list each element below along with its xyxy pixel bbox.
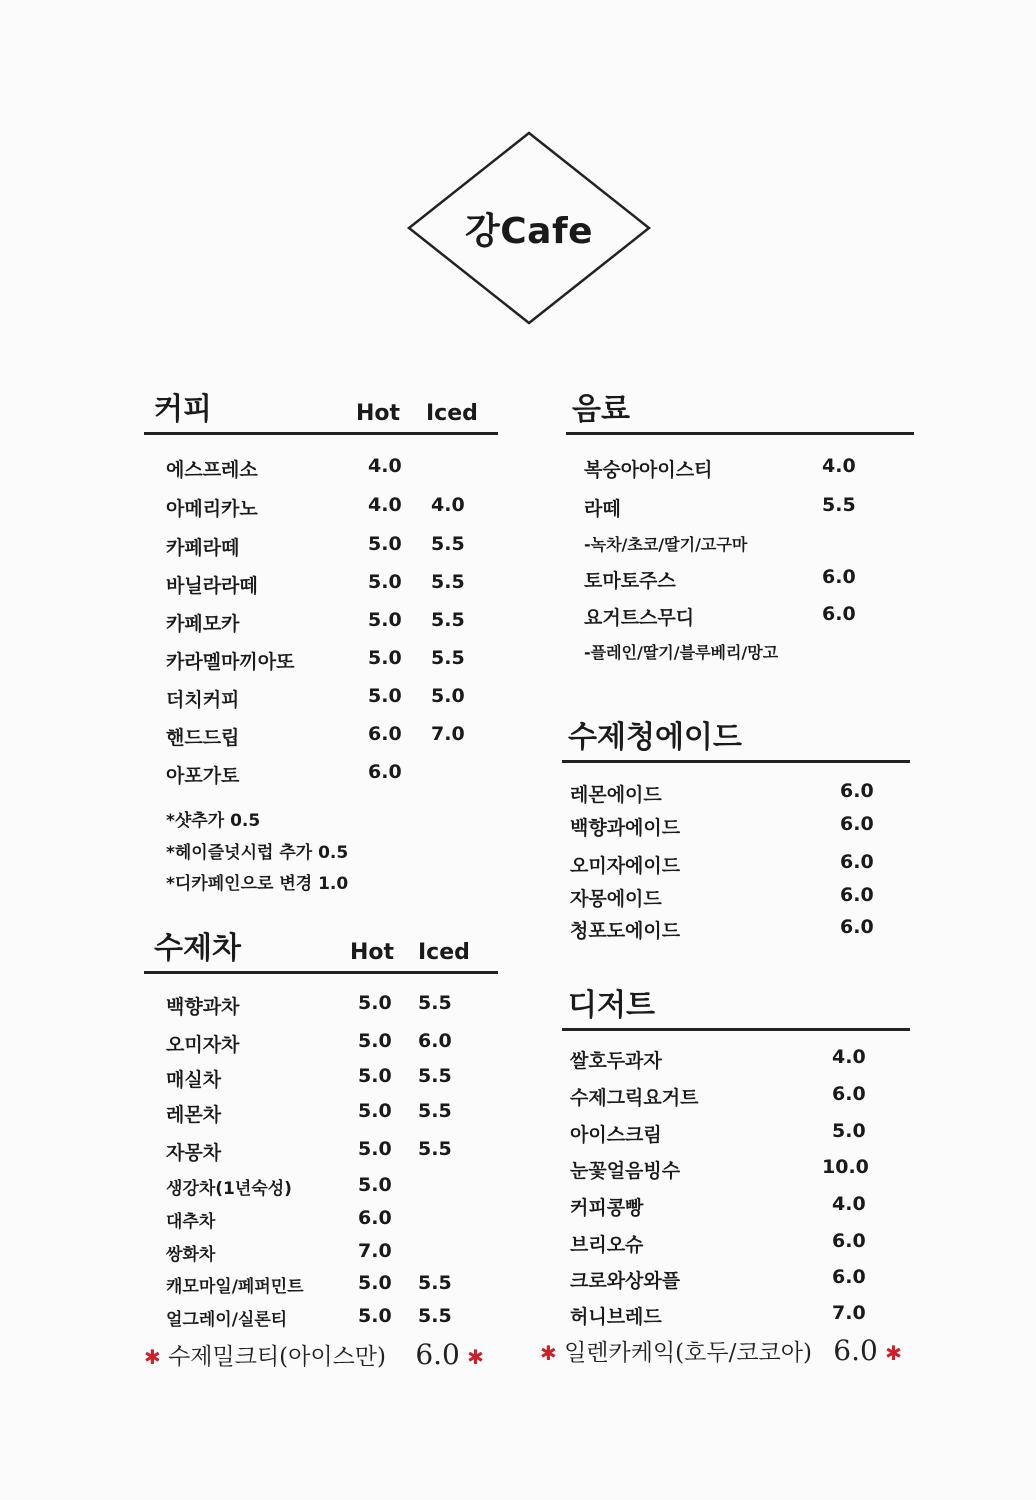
beverage-menu-item: [584, 640, 914, 666]
ade-menu-item: [570, 851, 900, 877]
beverage-menu-item: [584, 603, 914, 629]
dessert-special-item: [540, 1334, 902, 1367]
coffee-item-name: 바닐라라떼: [166, 575, 258, 597]
beverage-menu-item: [584, 494, 914, 520]
coffee-title: 커피: [154, 392, 212, 427]
dessert-price: 10.0: [822, 1156, 869, 1178]
coffee-item-name: 카페모카: [166, 613, 240, 635]
coffee-menu-item: [166, 761, 496, 787]
dessert-menu-item: [570, 1156, 900, 1182]
dessert-menu-item: [570, 1302, 900, 1328]
coffee-iced-price: 5.5: [431, 647, 465, 669]
dessert-menu-item: [570, 1230, 900, 1256]
dessert-price: 5.0: [832, 1120, 866, 1142]
beverage-menu-item: [584, 566, 914, 592]
tea-item-name: 생강차(1년숙성): [166, 1179, 292, 1199]
cafe-name: 강Cafe: [464, 210, 594, 252]
tea-special-price: 6.0: [415, 1338, 460, 1371]
tea-special-item: [144, 1338, 484, 1371]
tea-hot-price: 5.0: [358, 1065, 392, 1087]
coffee-hot-price: 6.0: [368, 761, 402, 783]
tea-hot-price: 5.0: [358, 1100, 392, 1122]
ade-price: 6.0: [840, 851, 874, 873]
coffee-menu-item: [166, 455, 496, 481]
coffee-iced-header: Iced: [426, 401, 478, 426]
ade-price: 6.0: [840, 813, 874, 835]
beverage-item-name: 복숭아아이스티: [584, 459, 713, 481]
coffee-item-name: 핸드드립: [166, 727, 240, 749]
tea-iced-price: 5.5: [418, 1305, 452, 1327]
tea-item-name: 대추차: [166, 1212, 216, 1232]
coffee-iced-price: 5.5: [431, 571, 465, 593]
tea-hot-price: 5.0: [358, 992, 392, 1014]
coffee-menu-item: [166, 609, 496, 635]
ade-price: 6.0: [840, 780, 874, 802]
tea-item-name: 매실차: [166, 1069, 222, 1091]
dessert-item-name: 쌀호두과자: [570, 1050, 662, 1072]
coffee-menu-item: [166, 533, 496, 559]
tea-hot-price: 5.0: [358, 1305, 392, 1327]
dessert-menu-item: [570, 1083, 900, 1109]
tea-menu-item: [166, 1305, 496, 1331]
coffee-section: [144, 388, 498, 435]
tea-menu-item: [166, 1207, 496, 1233]
tea-section: [144, 927, 498, 974]
star-icon: ✱: [144, 1345, 161, 1369]
beverage-title: 음료: [572, 392, 630, 427]
tea-hot-price: 5.0: [358, 1138, 392, 1160]
tea-hot-header: Hot: [350, 940, 395, 965]
coffee-hot-price: 5.0: [368, 647, 402, 669]
dessert-price: 4.0: [832, 1046, 866, 1068]
tea-menu-item: [166, 1030, 496, 1056]
star-icon: ✱: [467, 1345, 484, 1369]
dessert-price: 6.0: [832, 1083, 866, 1105]
dessert-item-name: 브리오슈: [570, 1234, 644, 1256]
dessert-section: [562, 984, 910, 1031]
coffee-hot-price: 5.0: [368, 571, 402, 593]
coffee-hot-price: 4.0: [368, 455, 402, 477]
ade-menu-item: [570, 884, 900, 910]
tea-iced-price: 6.0: [418, 1030, 452, 1052]
ade-section: [562, 716, 910, 763]
tea-iced-price: 5.5: [418, 992, 452, 1014]
dessert-menu-item: [570, 1120, 900, 1146]
beverage-item-name: 토마토주스: [584, 570, 676, 592]
beverage-price: 6.0: [822, 566, 856, 588]
tea-hot-price: 6.0: [358, 1207, 392, 1229]
dessert-price: 6.0: [832, 1266, 866, 1288]
coffee-hot-price: 5.0: [368, 533, 402, 555]
beverage-item-name: 요거트스무디: [584, 607, 695, 629]
ade-item-name: 오미자에이드: [570, 855, 681, 877]
tea-menu-item: [166, 1065, 496, 1091]
tea-iced-price: 5.5: [418, 1065, 452, 1087]
ade-menu-item: [570, 916, 900, 942]
coffee-option-note: *디카페인으로 변경 1.0: [166, 874, 349, 894]
tea-item-name: 얼그레이/실론티: [166, 1310, 288, 1330]
star-icon: ✱: [885, 1341, 902, 1365]
tea-item-name: 레몬차: [166, 1104, 222, 1126]
tea-title: 수제차: [154, 931, 241, 966]
tea-hot-price: 7.0: [358, 1240, 392, 1262]
coffee-hot-price: 6.0: [368, 723, 402, 745]
coffee-hot-header: Hot: [356, 401, 401, 426]
coffee-iced-price: 4.0: [431, 494, 465, 516]
tea-item-name: 백향과차: [166, 996, 240, 1018]
coffee-hot-price: 5.0: [368, 685, 402, 707]
beverage-section: [566, 388, 914, 435]
ade-item-name: 청포도에이드: [570, 920, 681, 942]
coffee-item-name: 아메리카노: [166, 498, 258, 520]
coffee-item-name: 카라멜마끼아또: [166, 651, 295, 673]
beverage-menu-item: [584, 455, 914, 481]
dessert-item-name: 아이스크림: [570, 1124, 662, 1146]
beverage-item-name: -녹차/초코/딸기/고구마: [584, 535, 748, 554]
tea-hot-price: 5.0: [358, 1174, 392, 1196]
beverage-menu-item: [584, 532, 914, 558]
ade-title: 수제청에이드: [568, 720, 742, 755]
coffee-item-name: 카페라떼: [166, 537, 240, 559]
coffee-item-name: 에스프레소: [166, 459, 258, 481]
dessert-price: 4.0: [832, 1193, 866, 1215]
tea-menu-item: [166, 1240, 496, 1266]
tea-item-name: 오미자차: [166, 1034, 240, 1056]
ade-price: 6.0: [840, 884, 874, 906]
ade-item-name: 레몬에이드: [570, 784, 662, 806]
coffee-iced-price: 7.0: [431, 723, 465, 745]
tea-special-name: 수제밀크티(아이스만): [168, 1344, 386, 1370]
dessert-item-name: 수제그릭요거트: [570, 1087, 699, 1109]
tea-menu-item: [166, 1174, 496, 1200]
dessert-item-name: 크로와상와플: [570, 1270, 681, 1292]
tea-item-name: 캐모마일/페퍼민트: [166, 1277, 304, 1297]
tea-hot-price: 5.0: [358, 1030, 392, 1052]
dessert-item-name: 눈꽃얼음빙수: [570, 1160, 681, 1182]
dessert-price: 6.0: [832, 1230, 866, 1252]
ade-item-name: 자몽에이드: [570, 888, 662, 910]
dessert-menu-item: [570, 1266, 900, 1292]
dessert-special-name: 일렌카케익(호두/코코아): [564, 1340, 812, 1366]
tea-iced-header: Iced: [418, 940, 470, 965]
coffee-iced-price: 5.0: [431, 685, 465, 707]
dessert-menu-item: [570, 1193, 900, 1219]
coffee-option-note: *헤이즐넛시럽 추가 0.5: [166, 843, 349, 863]
tea-iced-price: 5.5: [418, 1100, 452, 1122]
tea-menu-item: [166, 992, 496, 1018]
dessert-item-name: 커피콩빵: [570, 1197, 644, 1219]
tea-menu-item: [166, 1100, 496, 1126]
ade-item-name: 백향과에이드: [570, 817, 681, 839]
coffee-iced-price: 5.5: [431, 533, 465, 555]
dessert-title: 디저트: [568, 988, 655, 1023]
coffee-menu-item: [166, 723, 496, 749]
tea-menu-item: [166, 1272, 496, 1298]
coffee-hot-price: 5.0: [368, 609, 402, 631]
beverage-price: 5.5: [822, 494, 856, 516]
cafe-logo: [406, 130, 652, 326]
dessert-menu-item: [570, 1046, 900, 1072]
tea-item-name: 자몽차: [166, 1142, 222, 1164]
star-icon: ✱: [540, 1341, 557, 1365]
coffee-option-note: *샷추가 0.5: [166, 811, 261, 831]
coffee-item-name: 아포가토: [166, 765, 240, 787]
dessert-price: 7.0: [832, 1302, 866, 1324]
coffee-hot-price: 4.0: [368, 494, 402, 516]
dessert-item-name: 허니브레드: [570, 1306, 662, 1328]
coffee-menu-item: [166, 647, 496, 673]
coffee-iced-price: 5.5: [431, 609, 465, 631]
ade-menu-item: [570, 813, 900, 839]
ade-price: 6.0: [840, 916, 874, 938]
tea-iced-price: 5.5: [418, 1138, 452, 1160]
beverage-price: 6.0: [822, 603, 856, 625]
beverage-item-name: 라떼: [584, 498, 621, 520]
tea-menu-item: [166, 1138, 496, 1164]
beverage-item-name: -플레인/딸기/블루베리/망고: [584, 643, 779, 662]
beverage-price: 4.0: [822, 455, 856, 477]
coffee-menu-item: [166, 494, 496, 520]
ade-menu-item: [570, 780, 900, 806]
coffee-menu-item: [166, 571, 496, 597]
dessert-special-price: 6.0: [833, 1334, 878, 1367]
tea-item-name: 쌍화차: [166, 1245, 216, 1265]
tea-iced-price: 5.5: [418, 1272, 452, 1294]
coffee-menu-item: [166, 685, 496, 711]
tea-hot-price: 5.0: [358, 1272, 392, 1294]
coffee-item-name: 더치커피: [166, 689, 240, 711]
